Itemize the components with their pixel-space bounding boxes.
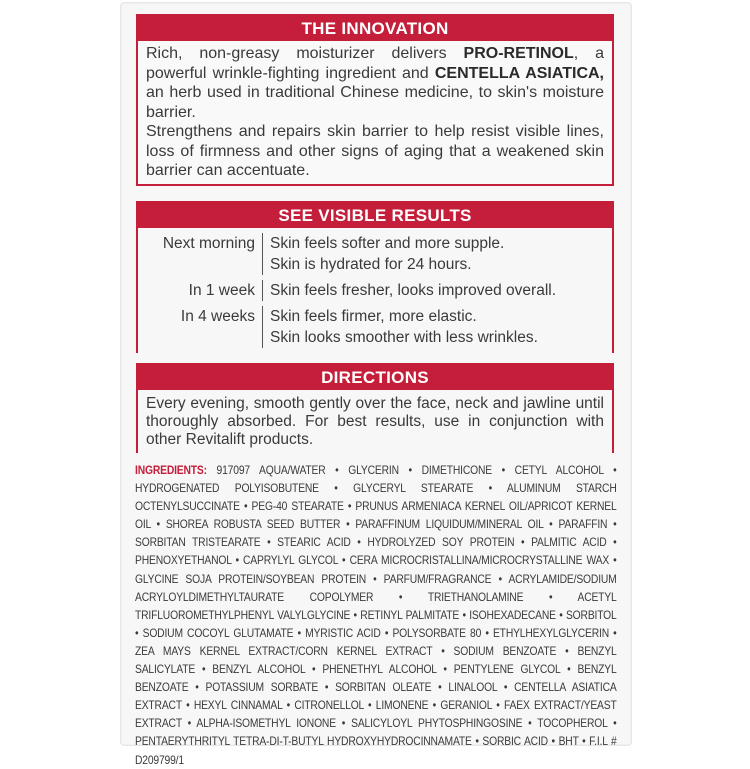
results-section [136,201,614,353]
innovation-title: THE INNOVATION [138,16,612,41]
ingredients-list [135,461,617,769]
results-row-label: In 1 week [188,282,255,299]
results-table [138,228,612,348]
innovation-section [136,14,614,186]
innovation-paragraph-1: Rich, non-greasy moisturizer delivers PRO-RETINOL, a powerful wrinkle-fighting ingredient and CENTELLA ASIATICA, an herb used in traditional Chinese medicine, to skin's moisture barrier. [146,45,605,121]
ingredients-label: INGREDIENTS: [135,463,207,477]
results-title: SEE VISIBLE RESULTS [138,203,612,228]
innovation-paragraph-2: Strengthens and repairs skin barrier to help resist visible lines, loss of firmness and other signs of aging that a weakened skin barrier can accentuate. [146,123,604,179]
directions-title: DIRECTIONS [138,365,612,390]
results-row-label: Next morning [162,235,255,252]
results-row [138,280,612,301]
ingredients-text: 917097 AQUA/WATER • GLYCERIN • DIMETHICONE • CETYL ALCOHOL • HYDROGENATED POLYISOBUTENE • GLYCERYL STEARATE • ALUMINUM STARCH OCTENYLSUCCINATE • PEG-40 STEARATE • PRUNUS ARMENIACA KERNEL OIL/APRICOT KERNEL OIL • SHOREA ROBUSTA SEED BUTTER • PARAFFINUM LIQUIDUM/MINERAL OIL • PARAFFIN • SORBITAN TRISTEARATE • STEARIC ACID • HYDROLYZED SOY PROTEIN • PALMITIC ACID • PHENOXYETHANOL • CAPRYLYL GLYCOL • CERA MICROCRISTALLINA/MICROCRYSTALLINE WAX • GLYCINE SOJA PROTEIN/SOYBEAN PROTEIN • PARFUM/FRAGRANCE • ACRYLAMIDE/SODIUM ACRYLOYLDIMETHYLTAURATE COPOLYMER • TRIETHANOLAMINE • ACETYL TRIFLUOROMETHYLPHENYL VALYLGLYCINE • RETINYL PALMITATE • ISOHEXADECANE • SORBITOL • SODIUM COCOYL GLUTAMATE • MYRISTIC ACID • POLYSORBATE 80 • ETHYLHEXYLGLYCERIN • ZEA MAYS KERNEL EXTRACT/CORN KERNEL EXTRACT • SODIUM BENZOATE • BENZYL SALICYLATE • BENZYL ALCOHOL • PHENETHYL ALCOHOL • PENTYLENE GLYCOL • BENZYL BENZOATE • POTASSIUM SORBATE • SORBITAN OLEATE • LINALOOL • CENTELLA ASIATICA EXTRACT • HEXYL CINNAMAL • CITRONELLOL • LIMONENE • GERANIOL • FAEX EXTRACT/YEAST EXTRACT • ALPHA-ISOMETHYL IONONE • SALICYLOYL PHYTOSPHINGOSINE • TOCOPHEROL • PENTAERYTHRITYL TETRA-DI-T-BUTYL HYDROXYHYDROCINNAMATE • SORBIC ACID • BHT • F.I.L # D209799/1 [135,463,617,767]
results-row-value: Skin feels softer and more supple. Skin is hydrated for 24 hours. [262,233,504,275]
results-row-label: In 4 weeks [180,308,255,325]
results-row [138,306,612,348]
results-row [138,233,612,275]
results-row-value: Skin feels fresher, looks improved overall. [262,280,556,301]
directions-text: Every evening, smooth gently over the face, neck and jawline until thoroughly absorbed. For best results, use in conjunction with other Revitalift products. [146,395,604,448]
directions-section [136,363,614,453]
results-row-value: Skin feels firmer, more elastic. Skin looks smoother with less wrinkles. [262,306,538,348]
